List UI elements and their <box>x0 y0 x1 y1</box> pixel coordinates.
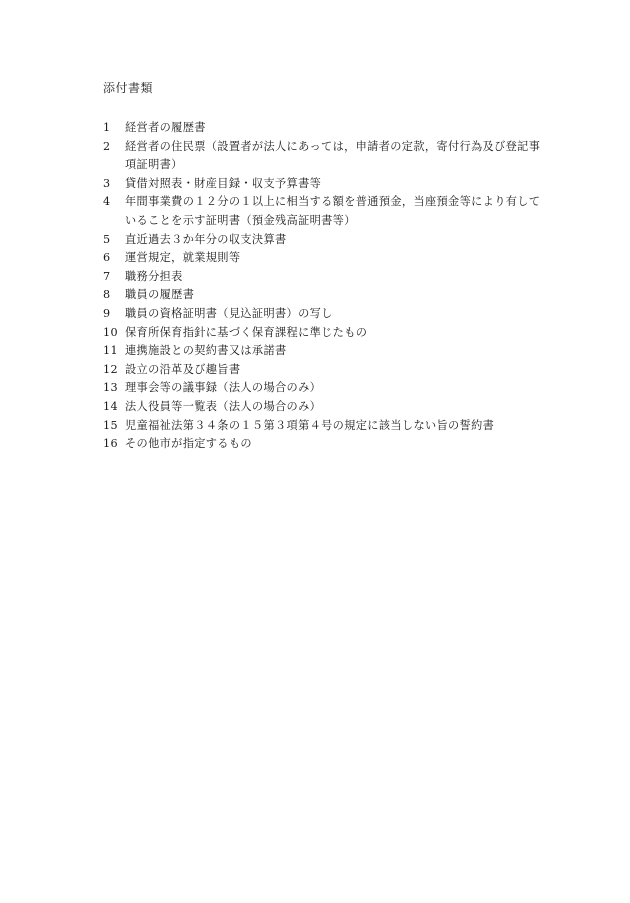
item-text: 経営者の住民票（設置者が法人にあっては，申請者の定款，寄付行為及び登記事 項証明書） <box>125 139 541 172</box>
item-number: 6 <box>103 251 111 265</box>
list-item <box>103 249 563 268</box>
item-number: 15 <box>103 418 118 432</box>
list-item <box>103 379 563 398</box>
list-item <box>103 193 563 230</box>
item-text: 職員の資格証明書（見込証明書）の写し <box>125 306 333 320</box>
item-number: 3 <box>103 176 111 190</box>
item-number: 8 <box>103 288 111 302</box>
item-text: 法人役員等一覧表（法人の場合のみ） <box>125 399 322 413</box>
item-text: 年間事業費の１２分の１以上に相当する額を普通預金，当座預金等により有して いることを示す証明書（預金残高証明書等） <box>125 195 541 227</box>
item-number: 7 <box>103 269 111 283</box>
attachment-list <box>103 119 563 454</box>
list-item <box>103 138 563 175</box>
list-item <box>103 342 563 361</box>
item-number: 16 <box>103 437 118 451</box>
list-item <box>103 119 563 138</box>
list-item <box>103 435 563 454</box>
item-text: 連携施設との契約書又は承諾書 <box>125 344 287 358</box>
list-item <box>103 268 563 287</box>
item-text: その他市が指定するもの <box>125 437 252 451</box>
item-number: 11 <box>103 344 118 358</box>
item-text: 理事会等の議事録（法人の場合のみ） <box>125 381 322 395</box>
item-number: 10 <box>103 325 118 339</box>
item-text: 貸借対照表・財産目録・収支予算書等 <box>125 176 322 190</box>
list-item <box>103 324 563 343</box>
item-number: 2 <box>103 139 111 153</box>
item-number: 1 <box>103 121 111 134</box>
list-item <box>103 417 563 436</box>
item-text: 設立の沿革及び趣旨書 <box>125 362 241 376</box>
item-text: 運営規定，就業規則等 <box>125 251 241 265</box>
item-text: 児童福祉法第３４条の１５第３項第４号の規定に該当しない旨の誓約書 <box>125 418 495 432</box>
item-number: 4 <box>103 195 111 209</box>
list-item <box>103 398 563 417</box>
item-text: 保育所保育指針に基づく保育課程に準じたもの <box>125 325 368 339</box>
list-item <box>103 305 563 324</box>
list-item <box>103 286 563 305</box>
list-item <box>103 361 563 380</box>
list-item <box>103 231 563 250</box>
item-text: 経営者の履歴書 <box>125 121 206 134</box>
item-number: 5 <box>103 232 111 246</box>
item-number: 13 <box>103 381 118 395</box>
item-text: 直近過去３か年分の収支決算書 <box>125 232 287 246</box>
item-number: 12 <box>103 362 118 376</box>
item-text: 職務分担表 <box>125 269 183 283</box>
list-item <box>103 175 563 194</box>
item-number: 9 <box>103 306 111 320</box>
document-title: 添付書類 <box>103 81 154 95</box>
item-number: 14 <box>103 399 118 413</box>
item-text: 職員の履歴書 <box>125 288 195 302</box>
